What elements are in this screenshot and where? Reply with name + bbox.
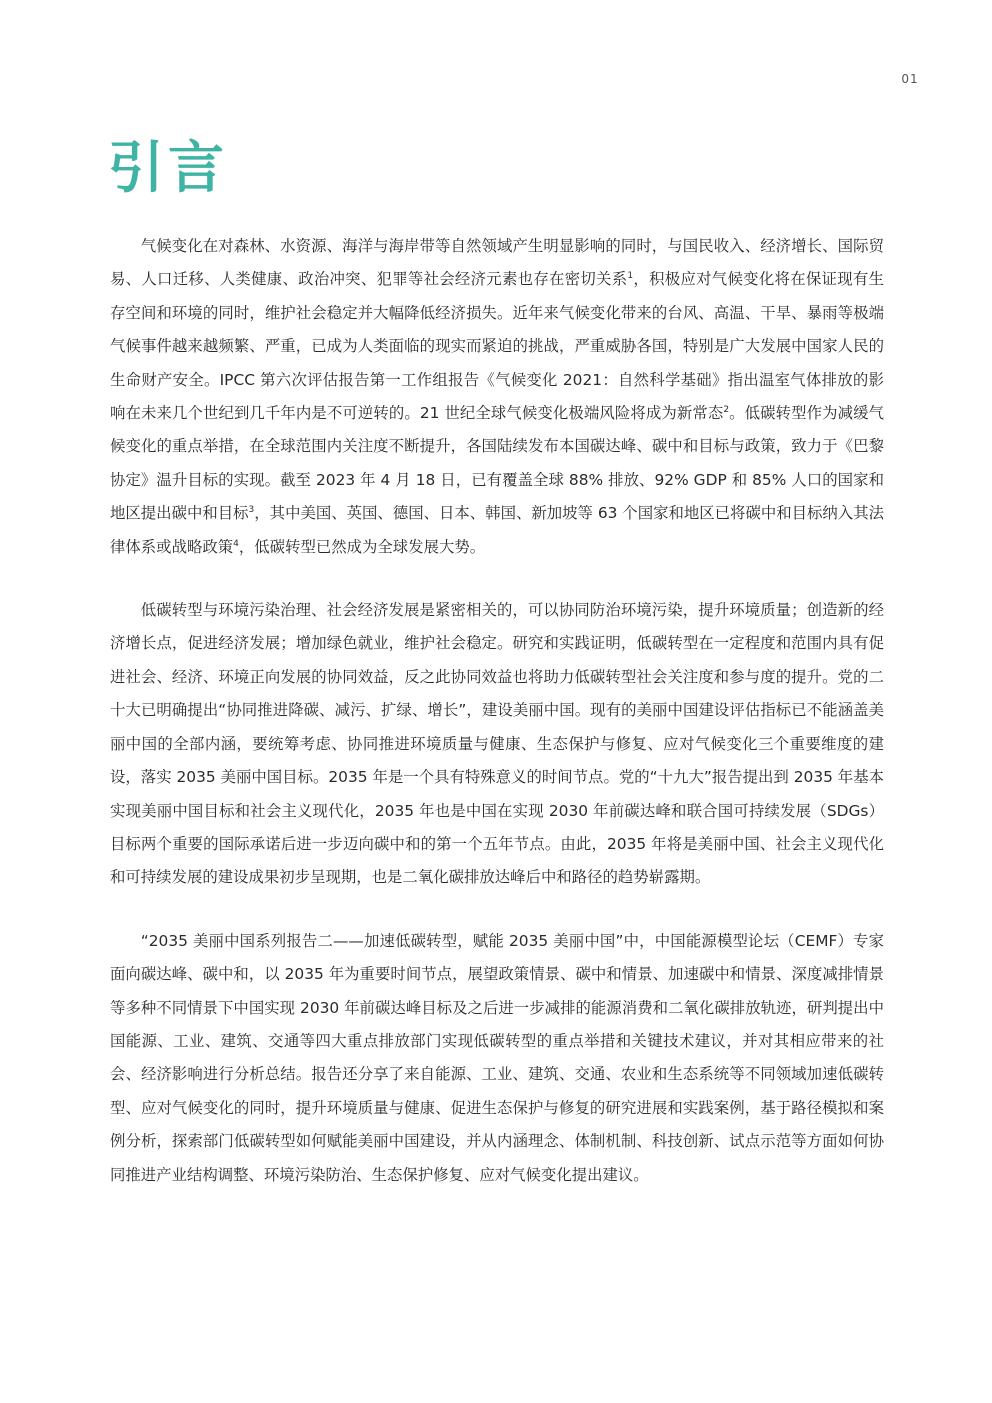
page-title: 引言 xyxy=(108,136,228,201)
page-number: 01 xyxy=(901,72,919,86)
paragraph-climate-change xyxy=(110,230,884,564)
body-text xyxy=(110,230,884,1222)
paragraph-text: 气候变化在对森林、水资源、海洋与海岸带等自然领域产生明显影响的同时，与国民收入、经济增长、国际贸易、人口迁移、人类健康、政治冲突、犯罪等社会经济元素也存在密切关系 xyxy=(110,237,884,289)
footnote-ref-2[interactable]: 2 xyxy=(723,404,730,415)
footnote-ref-4[interactable]: 4 xyxy=(233,538,239,549)
paragraph-low-carbon-synergy xyxy=(110,594,884,895)
paragraph-text: ，其中美国、英国、德国、日本、韩国、新加坡等 63 个国家和地区已将碳中和目标纳入其法律体系或战略政策 xyxy=(110,504,884,556)
paragraph-report-overview xyxy=(110,925,884,1192)
footnote-ref-3[interactable]: 3 xyxy=(248,505,255,516)
paragraph-text: 。低碳转型作为减缓气候变化的重点举措，在全球范围内关注度不断提升，各国陆续发布本国碳达峰、碳中和目标与政策，致力于《巴黎协定》温升目标的实现。截至 2023 年 4 月 18 日，已有覆盖全球 88% 排放、92% GDP 和 85% 人口的国家和地区提出碳中和目标 xyxy=(110,404,884,523)
paragraph-text: ，积极应对气候变化将在保证现有生存空间和环境的同时，维护社会稳定并大幅降低经济损失。近年来气候变化带来的台风、高温、干旱、暴雨等极端气候事件越来越频繁、严重，已成为人类面临的现实而紧迫的挑战，严重威胁各国，特别是广大发展中国家人民的生命财产安全。IPCC 第六次评估报告第一工作组报告《气候变化 2021：自然科学基础》指出温室气体排放的影响在未来几个世纪到几千年内是不可逆转的。21 世纪全球气候变化极端风险将成为新常态 xyxy=(110,270,884,423)
paragraph-text: ，低碳转型已然成为全球发展大势。 xyxy=(238,537,486,556)
paragraph-text: 低碳转型与环境污染治理、社会经济发展是紧密相关的，可以协同防治环境污染，提升环境质量；创造新的经济增长点，促进经济发展；增加绿色就业，维护社会稳定。研究和实践证明，低碳转型在一定程度和范围内具有促进社会、经济、环境正向发展的协同效益，反之此协同效益也将助力低碳转型社会关注度和参与度的提升。党的二十大已明确提出“协同推进降碳、减污、扩绿、增长”，建设美丽中国。现有的美丽中国建设评估指标已不能涵盖美丽中国的全部内涵，要统筹考虑、协同推进环境质量与健康、生态保护与修复、应对气候变化三个重要维度的建设，落实 2035 美丽中国目标。2035 年是一个具有特殊意义的时间节点。党的“十九大”报告提出到 2035 年基本实现美丽中国目标和社会主义现代化，2035 年也是中国在实现 2030 年前碳达峰和联合国可持续发展（SDGs）目标两个重要的国际承诺后进一步迈向碳中和的第一个五年节点。由此，2035 年将是美丽中国、社会主义现代化和可持续发展的建设成果初步呈现期，也是二氧化碳排放达峰后中和路径的趋势崭露期。 xyxy=(110,601,884,887)
footnote-ref-1[interactable]: 1 xyxy=(627,271,634,282)
paragraph-text: “2035 美丽中国系列报告二——加速低碳转型，赋能 2035 美丽中国”中，中国能源模型论坛（CEMF）专家面向碳达峰、碳中和，以 2035 年为重要时间节点，展望政策情景、碳中和情景、加速碳中和情景、深度减排情景等多种不同情景下中国实现 2030 年前碳达峰目标及之后进一步减排的能源消费和二氧化碳排放轨迹，研判提出中国能源、工业、建筑、交通等四大重点排放部门实现低碳转型的重点举措和关键技术建议，并对其相应带来的社会、经济影响进行分析总结。报告还分享了来自能源、工业、建筑、交通、农业和生态系统等不同领域加速低碳转型、应对气候变化的同时，提升环境质量与健康、促进生态保护与修复的研究进展和实践案例，基于路径模拟和案例分析，探索部门低碳转型如何赋能美丽中国建设，并从内涵理念、体制机制、科技创新、试点示范等方面如何协同推进产业结构调整、环境污染防治、生态保护修复、应对气候变化提出建议。 xyxy=(110,931,884,1184)
